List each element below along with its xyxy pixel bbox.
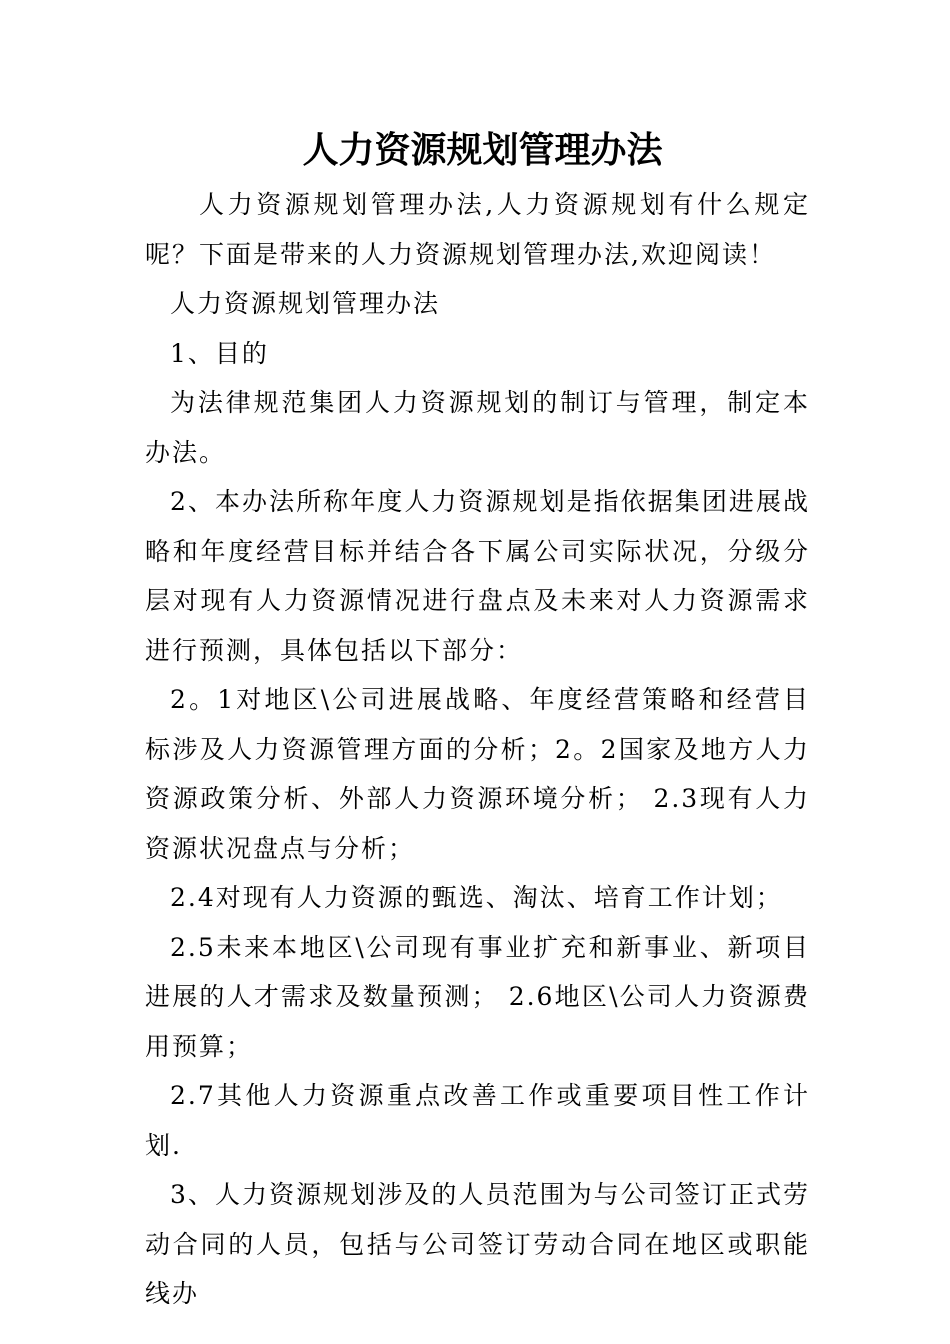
section-1-heading: 1、目的 xyxy=(170,338,269,368)
section-2-1-paragraph: 2。1对地区\公司进展战略、年度经营策略和经营目标涉及人力资源管理方面的分析；2。2国家及地方人力资源政策分析、外部人力资源环境分析； 2.3现有人力资源状况盘点与分析； xyxy=(145,685,810,863)
document-title: 人力资源规划管理办法 xyxy=(302,129,663,171)
section-heading: 人力资源规划管理办法 xyxy=(170,289,441,318)
section-2-paragraph: 2、本办法所称年度人力资源规划是指依据集团进展战略和年度经营目标并结合各下属公司实际状况，分级分层对现有人力资源情况进行盘点及未来对人力资源需求进行预测，具体包括以下部分： xyxy=(145,487,810,665)
section-2-7-paragraph: 2.7其他人力资源重点改善工作或重要项目性工作计划. xyxy=(145,1081,810,1160)
intro-paragraph: 人力资源规划管理办法,人力资源规划有什么规定呢？下面是带来的人力资源规划管理办法,欢迎阅读！ xyxy=(145,190,810,269)
section-3-paragraph: 3、人力资源规划涉及的人员范围为与公司签订正式劳动合同的人员，包括与公司签订劳动合同在地区或职能线办 xyxy=(145,1180,810,1308)
document-body xyxy=(145,120,810,1319)
section-2-4-paragraph: 2.4对现有人力资源的甄选、淘汰、培育工作计划； xyxy=(170,883,783,912)
section-2-5-paragraph: 2.5未来本地区\公司现有事业扩充和新事业、新项目进展的人才需求及数量预测； 2.6地区\公司人力资源费用预算； xyxy=(145,932,810,1061)
section-1-paragraph: 为法律规范集团人力资源规划的制订与管理，制定本办法。 xyxy=(145,388,810,467)
